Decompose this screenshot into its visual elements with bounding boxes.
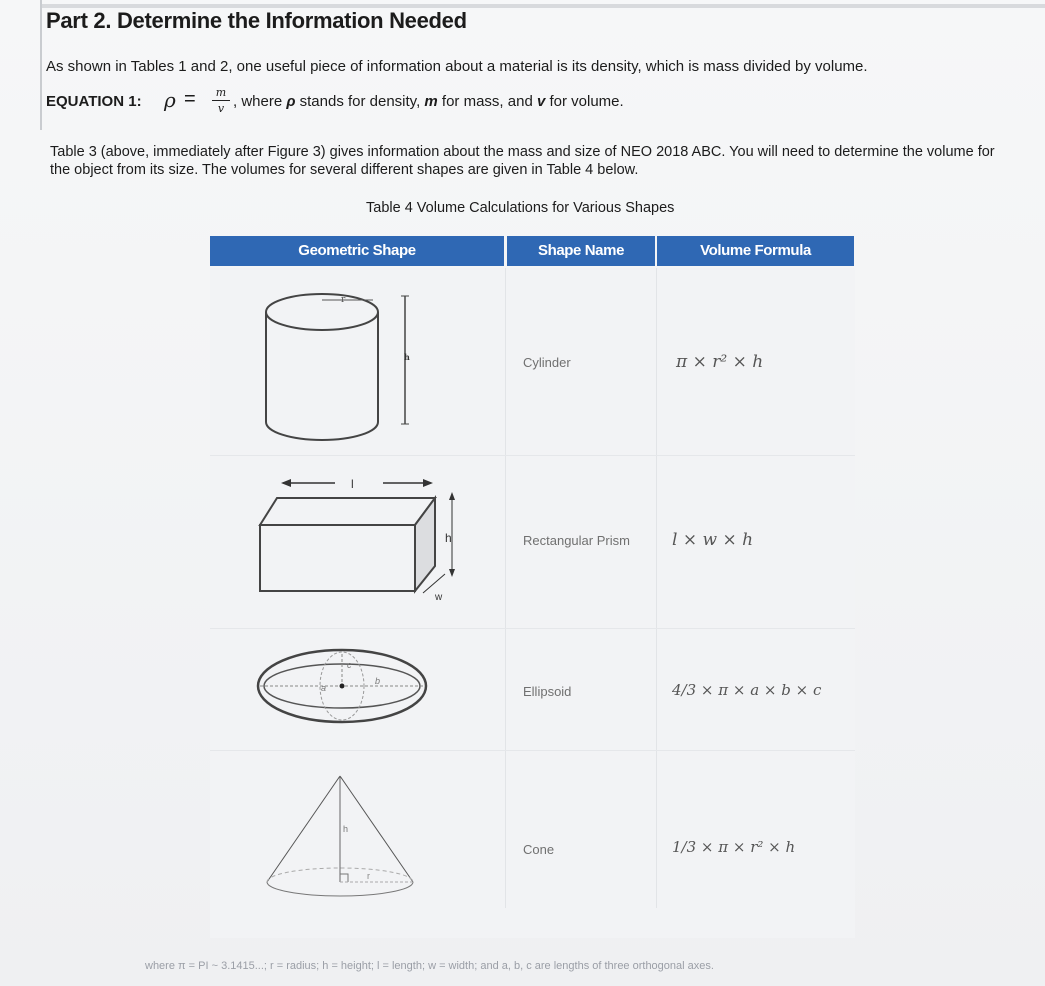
label-c: c xyxy=(347,660,352,670)
equation-fraction xyxy=(212,86,230,115)
equation-equals: = xyxy=(184,88,196,110)
formula-rectangular-prism: l × w × h xyxy=(672,530,754,550)
formula-cone: 1/3 × π × r² × h xyxy=(672,838,796,856)
eq-density: stands for density, xyxy=(295,93,425,110)
equation-label: EQUATION 1: xyxy=(46,93,142,110)
cylinder-diagram xyxy=(255,282,425,454)
label-w: w xyxy=(435,592,443,603)
label-b: b xyxy=(375,676,381,686)
cone-diagram xyxy=(255,770,425,910)
eq-rho: ρ xyxy=(286,93,296,110)
column-divider xyxy=(656,268,657,908)
table-caption: Table 4 Volume Calculations for Various Shapes xyxy=(366,200,675,216)
shape-name-cone: Cone xyxy=(523,842,555,857)
eq-v: v xyxy=(536,93,546,110)
shape-name-cylinder: Cylinder xyxy=(523,355,571,370)
row-divider xyxy=(210,750,855,751)
instruction-paragraph: Table 3 (above, immediately after Figure 3) gives information about the mass and size of NEO 2018 ABC. You will need to determine the volume for the object from its size. The volumes for several different shapes are given in Table 4 below. xyxy=(50,144,995,178)
eq-prefix: , where xyxy=(233,93,287,110)
equation-numerator: m xyxy=(215,86,227,99)
column-divider xyxy=(505,268,506,908)
shape-name-ellipsoid: Ellipsoid xyxy=(523,684,572,699)
header-volume-formula: Volume Formula xyxy=(657,236,854,266)
intro-text: As shown in Tables 1 and 2, one useful piece of information about a material is its density, which is mass divided by volume. xyxy=(46,58,868,75)
row-divider xyxy=(210,628,855,629)
equation-explanation xyxy=(233,93,624,110)
formula-ellipsoid: 4/3 × π × a × b × c xyxy=(672,681,822,699)
eq-volume: for volume. xyxy=(545,93,624,110)
header-shape-name: Shape Name xyxy=(507,236,655,266)
equation-denominator: v xyxy=(217,102,225,115)
eq-mass: for mass, and xyxy=(437,93,537,110)
label-r: r xyxy=(341,295,346,305)
row-divider xyxy=(210,455,855,456)
equation-1 xyxy=(46,88,806,128)
page-title: Part 2. Determine the Information Needed xyxy=(46,8,467,33)
table-footnote: where π = PI ~ 3.1415...; r = radius; h = height; l = length; w = width; and a, b, c are lengths of three orthogonal axes. xyxy=(145,960,714,972)
shape-name-rectangular-prism: Rectangular Prism xyxy=(523,533,630,548)
label-h: h xyxy=(404,352,410,362)
header-geometric-shape: Geometric Shape xyxy=(210,236,504,266)
prism-diagram xyxy=(255,470,475,610)
ellipsoid-diagram xyxy=(255,636,435,726)
eq-m: m xyxy=(424,93,438,110)
formula-cylinder: π × r² × h xyxy=(676,352,764,372)
label-l: l xyxy=(351,477,354,491)
equation-symbol: ρ xyxy=(164,88,176,112)
label-a: a xyxy=(321,683,327,693)
left-divider xyxy=(40,0,42,130)
label-r: r xyxy=(367,871,370,881)
label-h: h xyxy=(343,824,349,834)
label-h: h xyxy=(445,531,452,545)
